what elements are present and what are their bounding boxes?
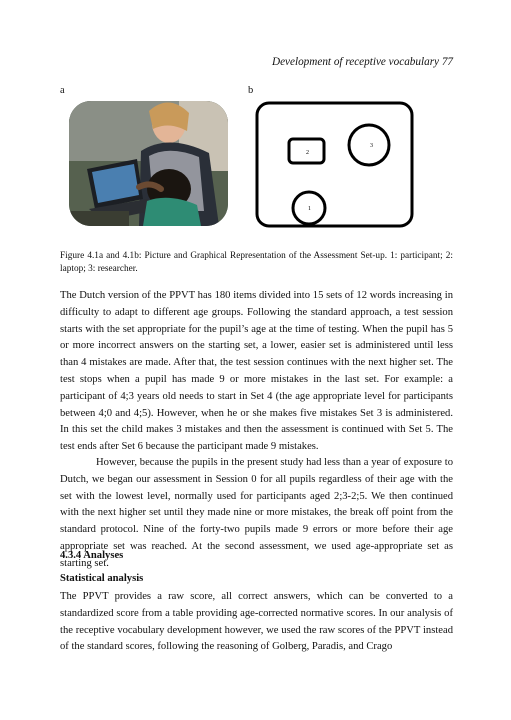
subsection-heading: Statistical analysis — [60, 573, 144, 584]
assessment-photo — [69, 101, 228, 226]
assessment-photo-illustration — [69, 101, 228, 226]
setup-diagram-drawing — [255, 101, 414, 228]
running-title: Development of receptive vocabulary — [272, 56, 440, 68]
section-heading: 4.3.4 Analyses — [60, 550, 124, 561]
paragraph-ppvt-procedure: The Dutch version of the PPVT has 180 items divided into 15 sets of 12 words increasing in difficulty to adapt to different age groups. Following the standard approach, a test session starts with the set appropriate for the pupil’s age at the time of testing. When the pupil has 5 or more incorrect answers on the starting set, a lower, easier set is administered until less than 4 mistakes are made. After that, the test session continues with the next higher set. The test stops when a pupil has made 9 or more mistakes in the last set. For example: a participant of 4;3 years old needs to start in Set 4 (the age appropriate level for participants between 4;0 and 4;5). However, when he or she makes five mistakes Set 3 is administered. In this set the child makes 3 mistakes and then the assessment is continued with Set 5. The test ends after Set 6 because the participant made 9 mistakes. — [60, 290, 453, 453]
figure-label-a: a — [60, 85, 65, 96]
diagram-label-laptop: 2 — [306, 150, 309, 156]
figure-caption: Figure 4.1a and 4.1b: Picture and Graphical Representation of the Assessment Set-up. 1: participant; 2: laptop; 3: researcher. — [60, 251, 453, 274]
researcher-circle — [349, 125, 389, 165]
paragraph-statistical-analysis: The PPVT provides a raw score, all correct answers, which can be converted to a standardized score from a table providing age-corrected normative scores. In our analysis of the receptive vocabulary development however, we used the raw scores of the PPVT instead of the standard scores, following the reasoning of Golberg, Paradis, and Crago — [60, 591, 453, 653]
paragraph-session-zero: However, because the pupils in the present study had less than a year of exposure to Dutch, we began our assessment in Session 0 for all pupils regardless of their age with the set with the lowest level, normally used for participants aged 2;3-2;5. We then continued with the next higher set until they made nine or more mistakes, the break off point from the standard protocol. Nine of the forty-two pupils made 9 errors or more before their age appropriate set was reached. At the second assessment, we used age-appropriate set as starting set. — [60, 457, 453, 569]
page-number: 77 — [441, 56, 453, 68]
running-header — [272, 56, 453, 68]
setup-diagram — [255, 101, 414, 228]
diagram-label-participant: 1 — [308, 206, 311, 212]
diagram-label-researcher: 3 — [370, 143, 373, 149]
figure-label-b: b — [248, 85, 254, 96]
